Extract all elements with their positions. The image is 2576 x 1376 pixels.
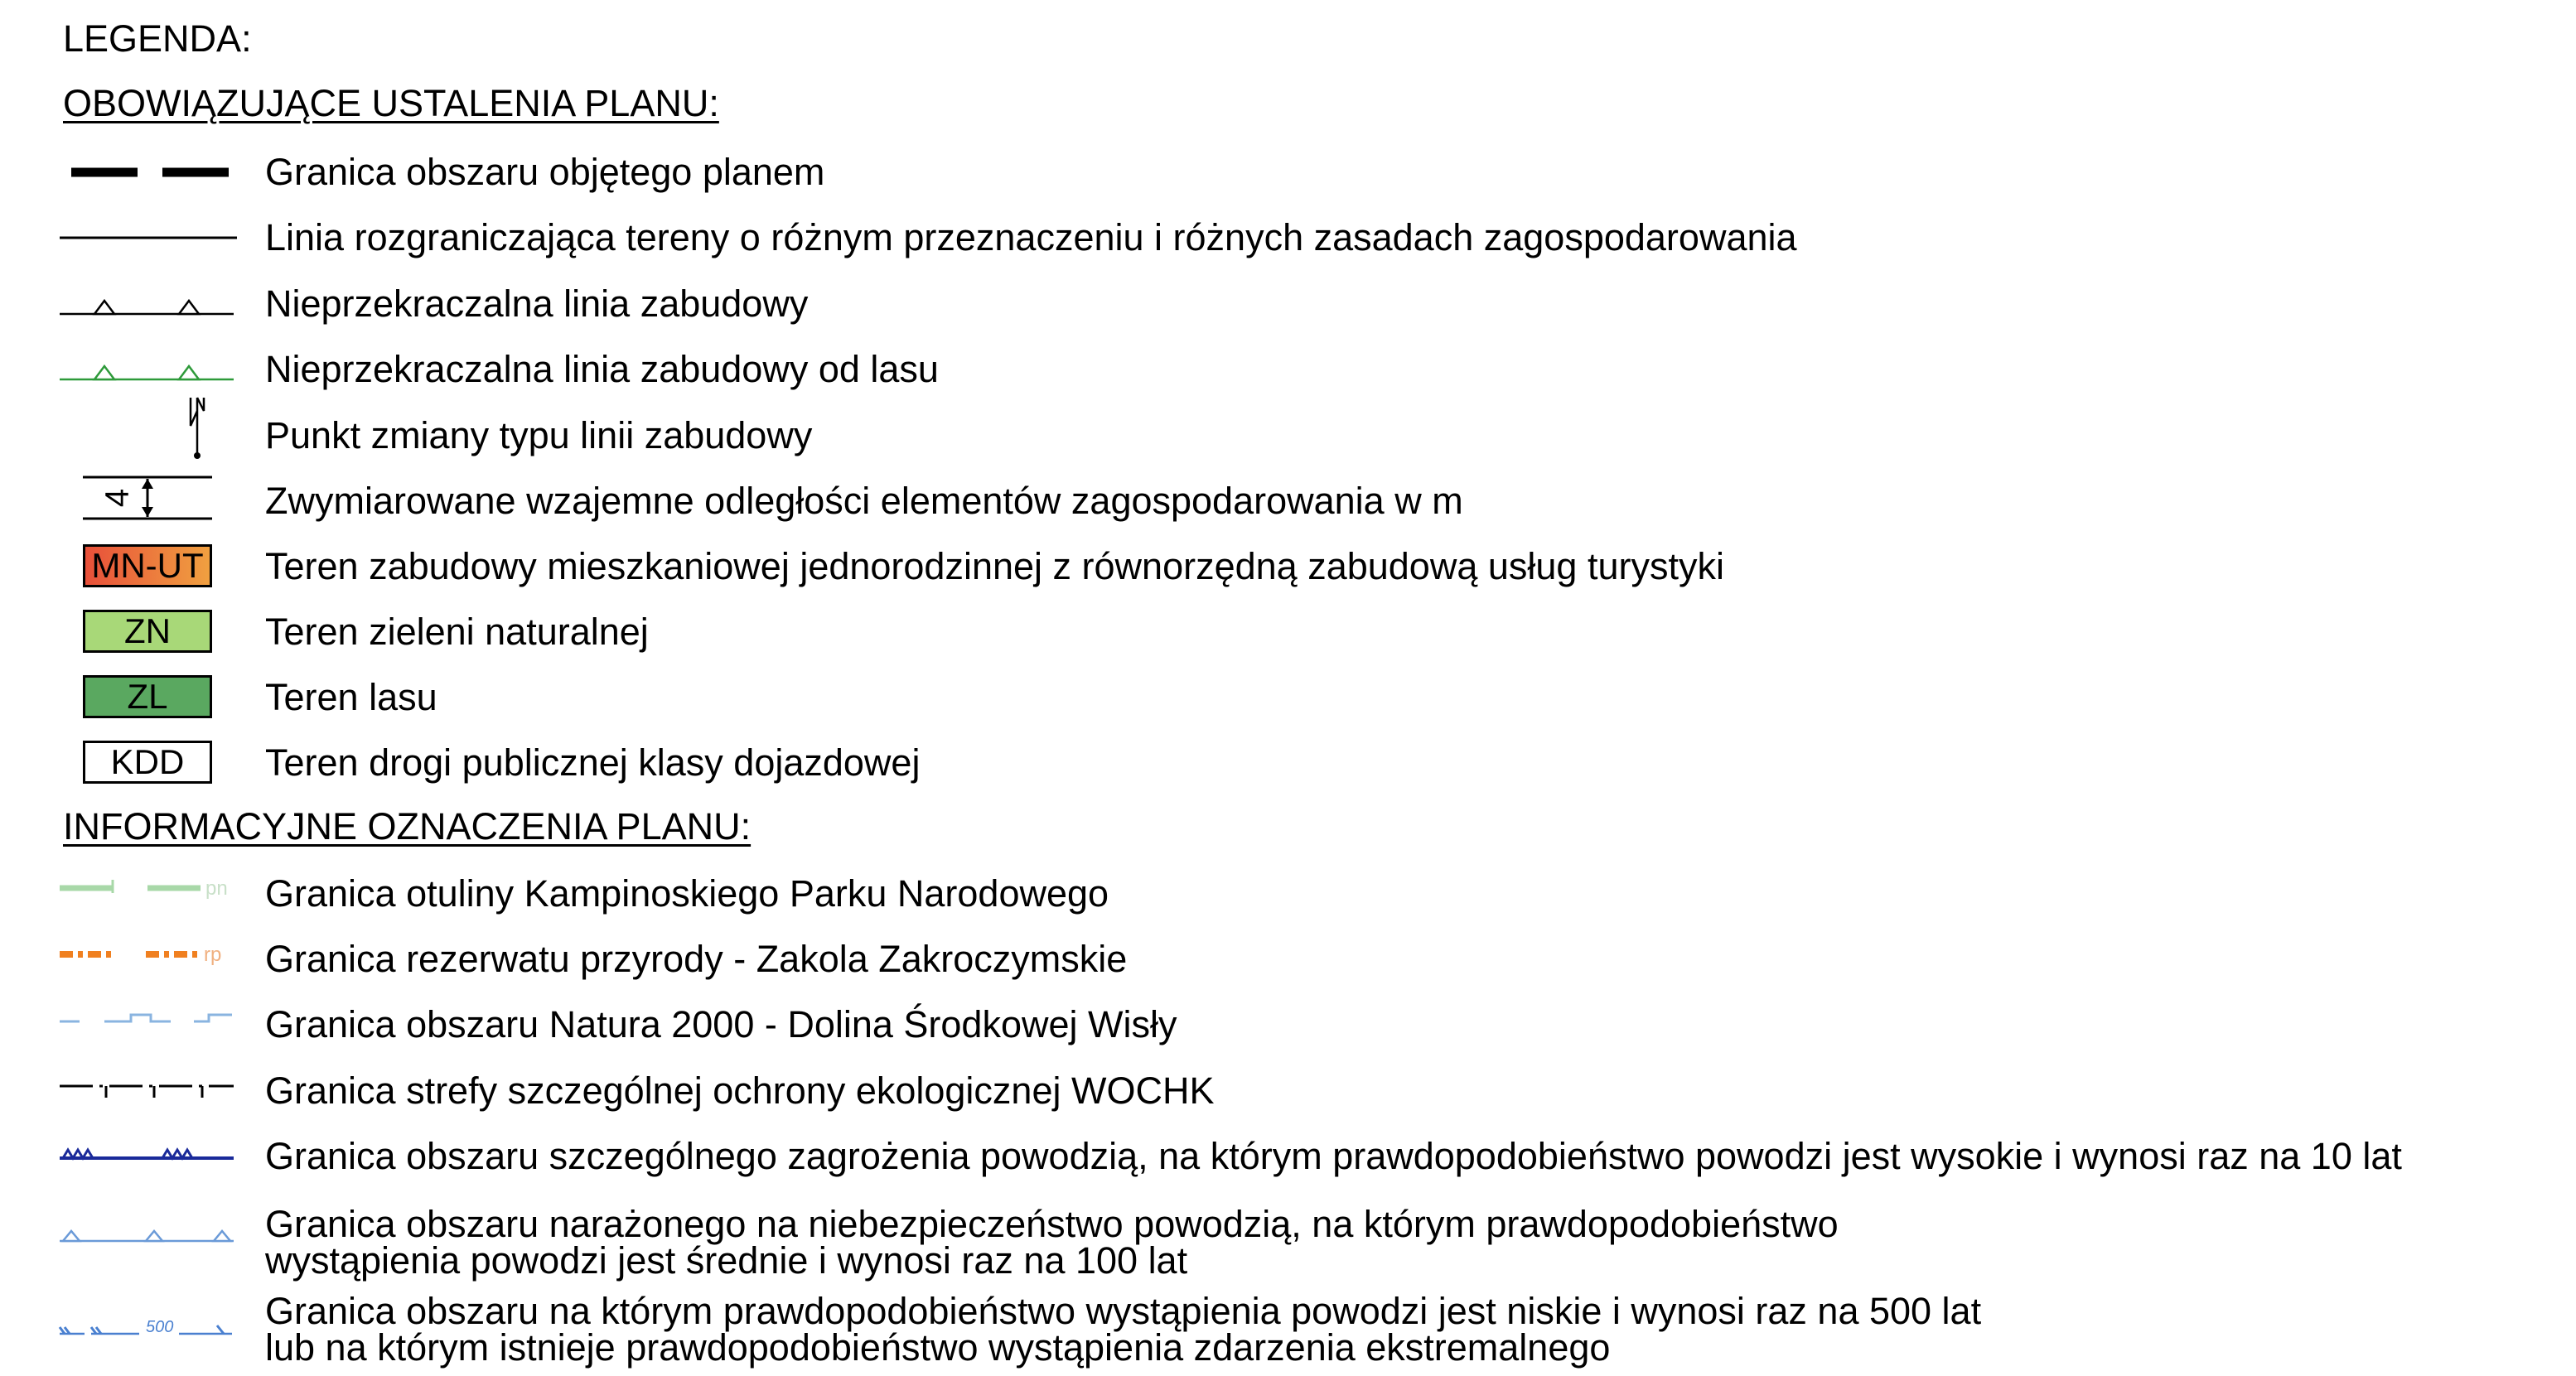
dashed-boundary-symbol <box>55 147 237 197</box>
legend-label-natura-2000: Granica obszaru Natura 2000 - Dolina Środkowej Wisły <box>265 1003 1177 1045</box>
legend-label-plan-boundary: Granica obszaru objętego planem <box>265 151 825 193</box>
legend-label-flood-medium-line-1: Granica obszaru narażonego na niebezpieczeństwo powodzią, na którym prawdopodobieństwo <box>265 1203 1839 1245</box>
legend-label-building-line: Nieprzekraczalna linia zabudowy <box>265 282 809 325</box>
legend-label-forest-building-line: Nieprzekraczalna linia zabudowy od lasu <box>265 348 939 390</box>
building-line-symbol <box>55 279 237 329</box>
wochk-zone-symbol <box>55 1063 237 1113</box>
section-title-informational: INFORMACYJNE OZNACZENIA PLANU: <box>63 805 752 847</box>
demarcation-line-symbol <box>55 213 237 263</box>
legend-label-park-buffer: Granica otuliny Kampinoskiego Parku Narodowego <box>265 872 1109 915</box>
legend-label-flood-low <box>265 1290 1982 1369</box>
zone-box-zn: ZN <box>83 610 212 653</box>
legend-label-mn-ut: Teren zabudowy mieszkaniowej jednorodzinnej z równorzędną zabudową usług turystyki <box>265 545 1724 587</box>
legend-label-dimension: Zwymiarowane wzajemne odległości elementów zagospodarowania w m <box>265 480 1463 522</box>
legend-label-demarcation-line: Linia rozgraniczająca tereny o różnym przeznaczeniu i różnych zasadach zagospodarowania <box>265 216 1797 258</box>
section-title-binding: OBOWIĄZUJĄCE USTALENIA PLANU: <box>63 82 719 124</box>
park-buffer-symbol <box>55 865 237 915</box>
legend-label-flood-medium <box>265 1203 1839 1282</box>
legend-label-zl: Teren lasu <box>265 676 437 718</box>
reserve-code: rp <box>204 944 222 966</box>
legend-label-kdd: Teren drogi publicznej klasy dojazdowej <box>265 741 921 784</box>
legend-label-flood-low-line-1: Granica obszaru na którym prawdopodobieństwo wystąpienia powodzi jest niskie i wynosi raz na 500 lat <box>265 1290 1982 1332</box>
park-buffer-code: pn <box>205 877 228 900</box>
legend-label-flood-low-line-2: lub na którym istnieje prawdopodobieństwo wystąpienia zdarzenia ekstremalnego <box>265 1326 1611 1369</box>
legend-label-wochk: Granica strefy szczególnej ochrony ekologicznej WOCHK <box>265 1069 1215 1112</box>
dimension-symbol <box>55 469 237 527</box>
dimension-value: 4 <box>99 488 136 508</box>
legend-label-reserve: Granica rezerwatu przyrody - Zakola Zakroczymskie <box>265 938 1128 980</box>
legend-label-flood-high: Granica obszaru szczególnego zagrożenia powodzią, na którym prawdopodobieństwo powodzi jest wysokie i wynosi raz na 10 lat <box>265 1135 2402 1177</box>
legend-title: LEGENDA: <box>63 17 252 60</box>
reserve-boundary-symbol <box>55 931 237 981</box>
arrow-point-icon <box>55 393 237 467</box>
natura-2000-symbol <box>55 997 237 1046</box>
flood-medium-symbol <box>55 1213 237 1263</box>
forest-building-line-symbol <box>55 345 237 394</box>
legend-label-zn: Teren zieleni naturalnej <box>265 611 649 653</box>
zone-box-zl: ZL <box>83 675 212 718</box>
flood-low-symbol <box>55 1302 237 1352</box>
zone-box-kdd: KDD <box>83 741 212 784</box>
flood-low-code: 500 <box>146 1318 174 1336</box>
zone-box-mn-ut: MN-UT <box>83 544 212 587</box>
legend-label-building-line-change-point: Punkt zmiany typu linii zabudowy <box>265 414 813 456</box>
flood-high-symbol <box>55 1128 237 1178</box>
legend-label-flood-medium-line-2: wystąpienia powodzi jest średnie i wynosi raz na 100 lat <box>265 1239 1188 1282</box>
